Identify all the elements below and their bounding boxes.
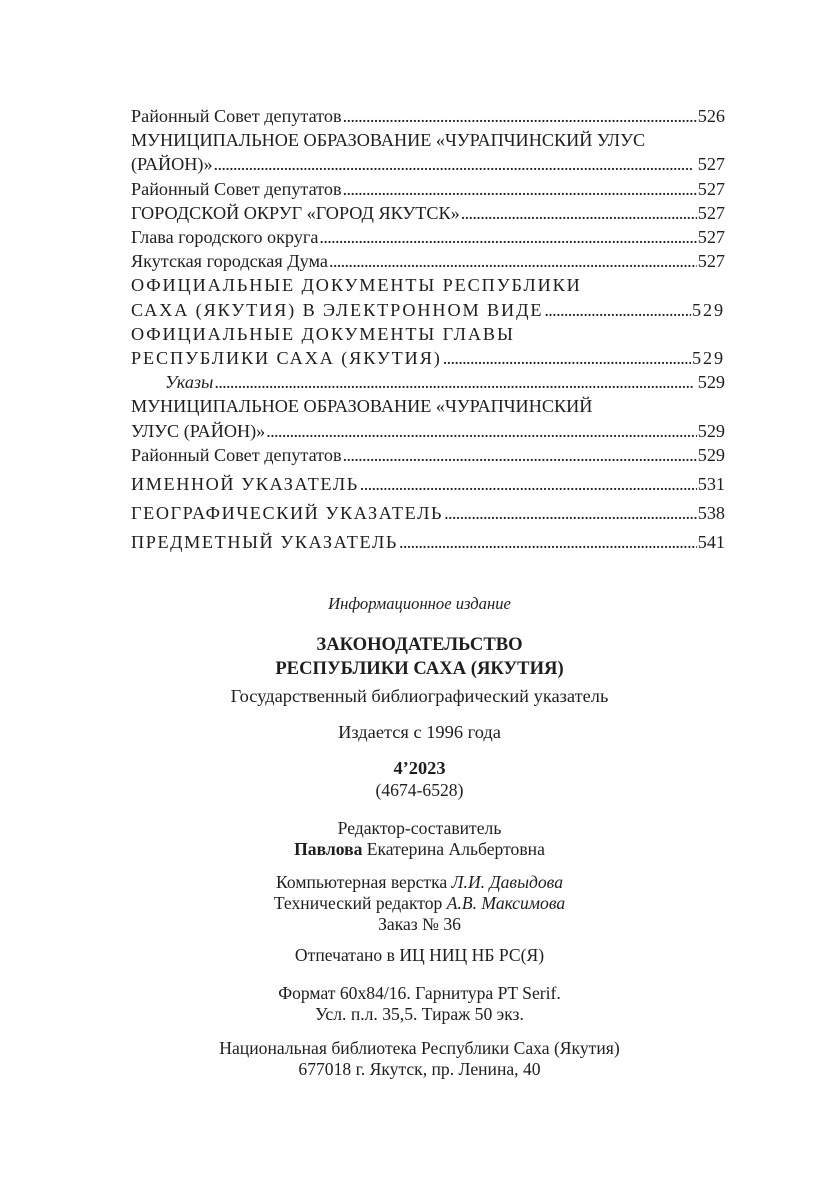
toc-page-number: 541 <box>697 532 725 553</box>
toc-entry-index[interactable] <box>131 472 725 496</box>
toc-entry-title: Указы <box>165 372 214 393</box>
toc-entry-title: МУНИЦИПАЛЬНОЕ ОБРАЗОВАНИЕ «ЧУРАПЧИНСКИЙ <box>131 396 593 417</box>
toc-entry-title: Районный Совет депутатов <box>131 444 342 465</box>
circulation-info: Усл. п.л. 35,5. Тираж 50 экз. <box>315 1004 524 1024</box>
toc-page-number: 527 <box>697 251 725 272</box>
editor-block <box>0 818 839 860</box>
publication-since: Издается с 1996 года <box>338 722 501 742</box>
toc-page-number: 527 <box>697 202 725 223</box>
layout-credit <box>0 872 839 893</box>
printed-by: Отпечатано в ИЦ НИЦ НБ РС(Я) <box>294 945 545 965</box>
layout-name: Л.И. Давыдова <box>451 872 563 892</box>
tech-editor-role: Технический редактор <box>273 893 447 913</box>
toc-page-number: 529 <box>697 420 725 441</box>
toc-entry-title: Районный Совет депутатов <box>131 178 342 199</box>
dot-leader <box>444 501 697 525</box>
dot-leader <box>443 346 691 370</box>
publication-kind: Информационное издание <box>328 594 511 613</box>
toc-entry-index[interactable] <box>131 530 725 554</box>
format-info: Формат 60х84/16. Гарнитура PT Serif. <box>278 983 561 1003</box>
toc-entry-title: ГЕОГРАФИЧЕСКИЙ УКАЗАТЕЛЬ <box>131 503 444 524</box>
toc-page-number: 529 <box>692 348 725 369</box>
staff-block <box>0 872 839 935</box>
toc-entry-title: Глава городского округа <box>131 227 319 248</box>
publisher-block <box>0 1038 839 1080</box>
toc-entry-title: ОФИЦИАЛЬНЫЕ ДОКУМЕНТЫ ГЛАВЫ <box>131 323 515 344</box>
toc-page-number: 526 <box>697 106 725 126</box>
title-line-2: РЕСПУБЛИКИ САХА (ЯКУТИЯ) <box>275 658 564 679</box>
dot-leader <box>329 249 697 273</box>
toc-entry-title-continued: (РАЙОН)» <box>131 154 213 175</box>
editor-surname: Павлова <box>294 839 363 859</box>
toc-page-number: 527 <box>697 178 725 199</box>
dot-leader <box>343 104 697 128</box>
editor-person <box>0 839 839 860</box>
editor-given-names: Екатерина Альбертовна <box>362 839 545 859</box>
toc-page-number: 527 <box>697 154 725 175</box>
dot-leader <box>343 443 697 467</box>
editor-role: Редактор-составитель <box>337 818 502 838</box>
toc-entry-title-continued: РЕСПУБЛИКИ САХА (ЯКУТИЯ) <box>131 348 442 369</box>
toc-entry[interactable] <box>131 104 725 128</box>
toc-entry-title: Районный Совет депутатов <box>131 106 342 126</box>
toc-entry[interactable] <box>131 128 725 176</box>
dot-leader <box>399 530 697 554</box>
toc-page-number: 529 <box>697 444 725 465</box>
dot-leader <box>214 370 696 394</box>
title-line-1: ЗАКОНОДАТЕЛЬСТВО <box>316 634 523 655</box>
publication-title <box>0 633 839 681</box>
toc-entry-title: Якутская городская Дума <box>131 251 328 272</box>
dot-leader <box>461 201 697 225</box>
toc-page-number: 529 <box>692 299 725 320</box>
dot-leader <box>544 298 691 322</box>
toc-page-number: 538 <box>697 503 725 524</box>
publisher-name: Национальная библиотека Республики Саха (Якутия) <box>219 1038 620 1058</box>
dot-leader <box>319 225 696 249</box>
toc-entry-title: ОФИЦИАЛЬНЫЕ ДОКУМЕНТЫ РЕСПУБЛИКИ <box>131 275 582 296</box>
issue-number: 4’2023 <box>393 758 446 778</box>
toc-entry-title: ИМЕННОЙ УКАЗАТЕЛЬ <box>131 474 359 495</box>
toc-entry[interactable] <box>131 225 725 249</box>
toc-entry-title: ГОРОДСКОЙ ОКРУГ «ГОРОД ЯКУТСК» <box>131 202 460 223</box>
tech-editor-name: А.В. Максимова <box>446 893 566 913</box>
toc-entry-title: ПРЕДМЕТНЫЙ УКАЗАТЕЛЬ <box>131 532 398 553</box>
layout-role: Компьютерная верстка <box>276 872 452 892</box>
toc-entry-title-continued: УЛУС (РАЙОН)» <box>131 420 266 441</box>
toc-entry[interactable] <box>131 177 725 201</box>
toc-page-number: 529 <box>697 372 725 393</box>
toc-entry[interactable] <box>131 394 725 442</box>
toc-entry[interactable] <box>131 322 725 370</box>
toc-page-number: 531 <box>697 474 725 495</box>
dot-leader <box>266 419 696 443</box>
format-block <box>0 983 839 1025</box>
table-of-contents <box>131 104 725 555</box>
toc-entry[interactable] <box>131 201 725 225</box>
toc-entry-index[interactable] <box>131 501 725 525</box>
toc-entry[interactable] <box>131 273 725 321</box>
toc-entry[interactable] <box>131 370 725 394</box>
order-number: Заказ № 36 <box>378 914 461 934</box>
dot-leader <box>360 472 697 496</box>
publisher-address: 677018 г. Якутск, пр. Ленина, 40 <box>298 1059 541 1079</box>
tech-editor-credit <box>0 893 839 914</box>
publication-subtitle: Государственный библиографический указатель <box>230 686 609 706</box>
toc-entry[interactable] <box>131 443 725 467</box>
toc-entry-title: МУНИЦИПАЛЬНОЕ ОБРАЗОВАНИЕ «ЧУРАПЧИНСКИЙ УЛУС <box>131 130 646 151</box>
toc-entry[interactable] <box>131 249 725 273</box>
toc-entry-title-continued: САХА (ЯКУТИЯ) В ЭЛЕКТРОННОМ ВИДЕ <box>131 299 544 320</box>
dot-leader <box>214 152 697 176</box>
toc-page-number: 527 <box>697 227 725 248</box>
dot-leader <box>343 177 697 201</box>
entry-range: (4674-6528) <box>375 780 464 800</box>
